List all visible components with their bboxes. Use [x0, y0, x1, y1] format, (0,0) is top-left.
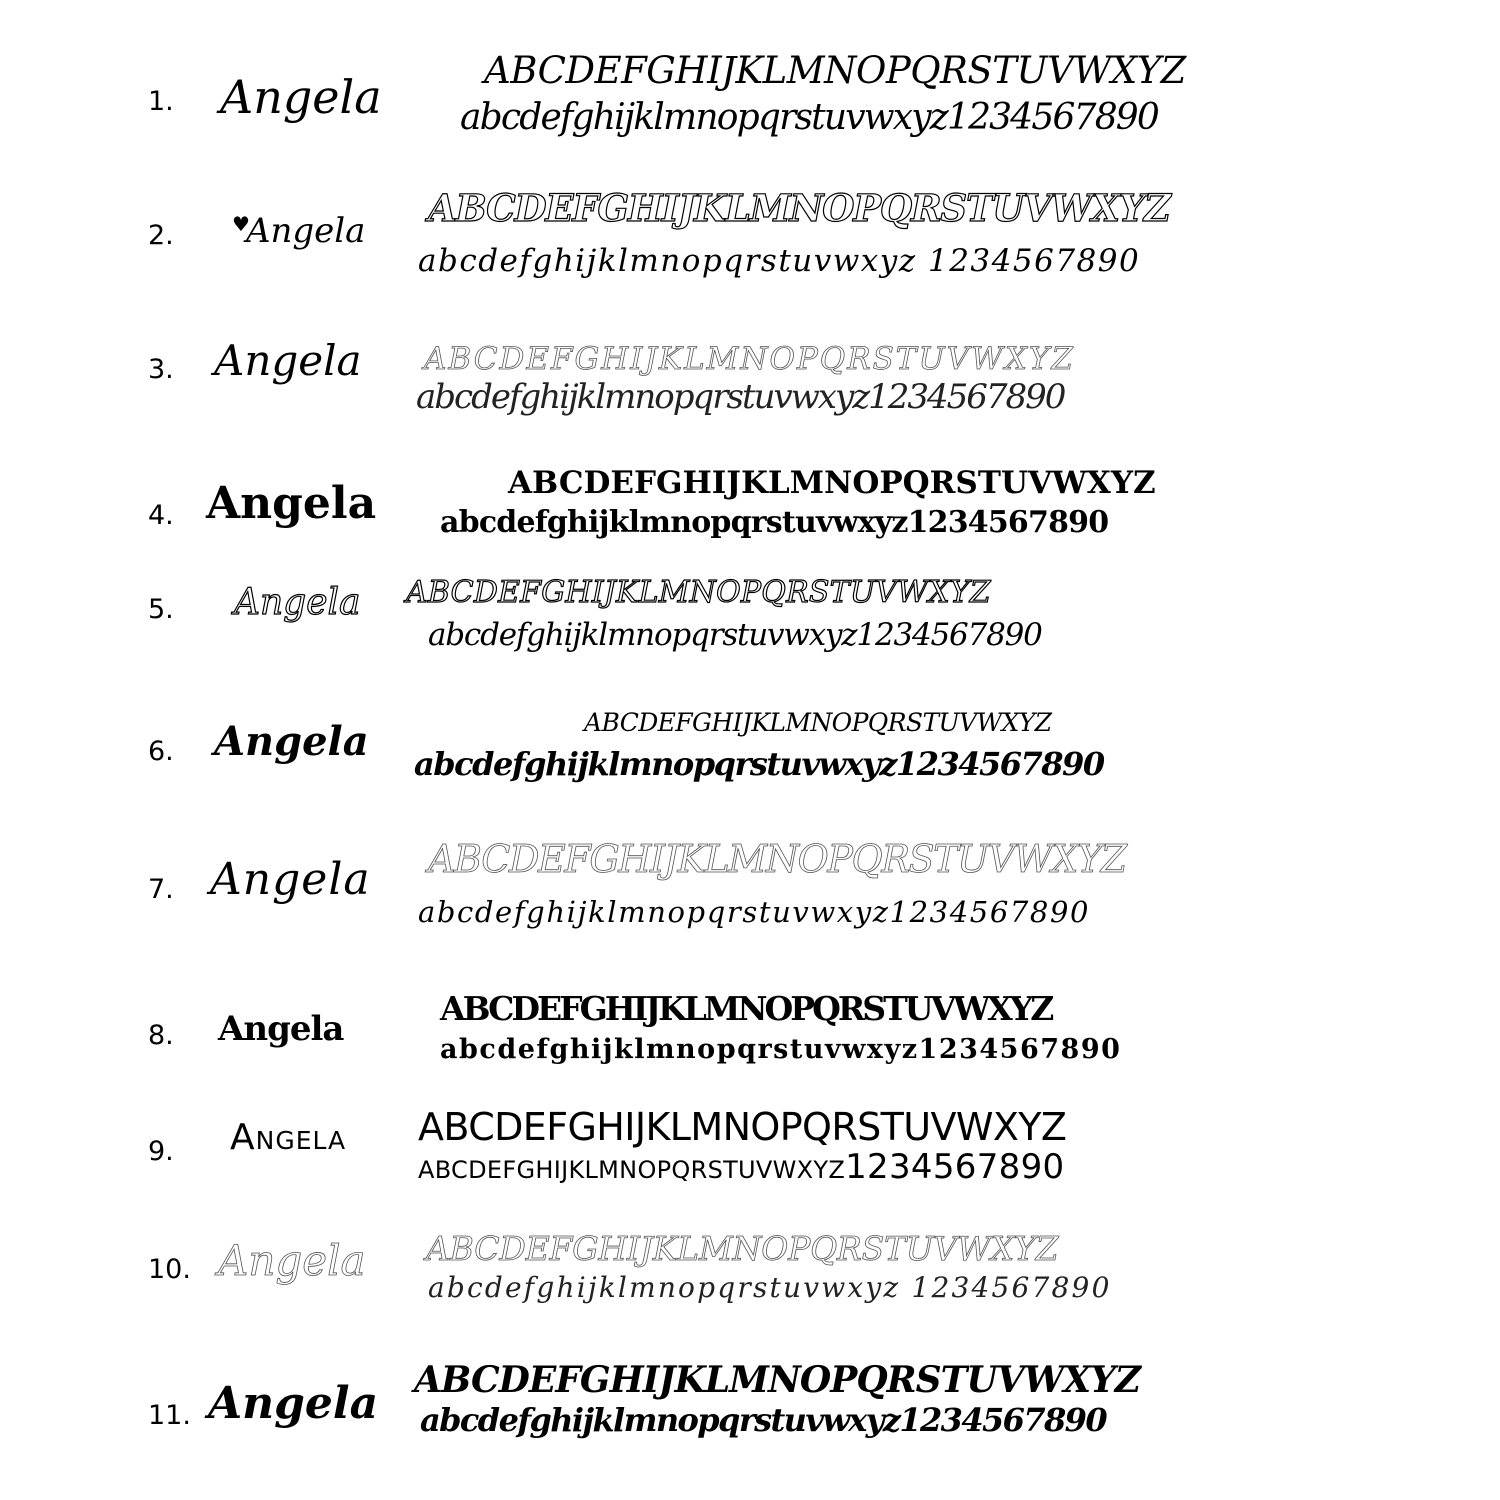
font-sample: Angela [206, 478, 377, 529]
font-sample: Angela [234, 582, 361, 623]
lowercase-alphabet: abcdefghijklmnopqrstuvwxyz1234567890 [414, 745, 1104, 783]
lowercase-alphabet: abcdefghijklmnopqrstuvwxyz 1234567890 [418, 243, 1141, 279]
font-number: 3. [148, 354, 174, 385]
lowercase-alphabet: abcdefghijklmnopqrstuvwxyz1234567890 [440, 1034, 1122, 1065]
uppercase-alphabet: ABCDEFGHIJKLMNOPQRSTUVWXYZ [508, 465, 1156, 501]
lowercase-alphabet: abcdefghijklmnopqrstuvwxyz1234567890 [416, 377, 1065, 417]
uppercase-alphabet: ABCDEFGHIJKLMNOPQRSTUVWXYZ [484, 49, 1186, 92]
uppercase-alphabet: ABCDEFGHIJKLMNOPQRSTUVWXYZ [428, 186, 1170, 230]
font-sample: Angela [218, 1009, 344, 1049]
font-number: 10. [148, 1254, 191, 1285]
uppercase-alphabet: ABCDEFGHIJKLMNOPQRSTUVWXYZ [428, 837, 1126, 881]
font-sample: Angela [214, 336, 362, 385]
font-sample: Angela [208, 1378, 379, 1429]
font-number: 5. [148, 594, 174, 625]
lowercase-alphabet: abcdefghijklmnopqrstuvwxyz1234567890 [418, 895, 1091, 929]
uppercase-alphabet: ABCDEFGHIJKLMNOPQRSTUVWXYZ [584, 708, 1052, 737]
font-number: 1. [148, 86, 174, 117]
font-number: 6. [148, 736, 174, 767]
font-sample: Angela [230, 1117, 347, 1158]
uppercase-alphabet: ABCDEFGHIJKLMNOPQRSTUVWXYZ [406, 575, 991, 610]
font-number: 7. [148, 874, 174, 905]
lowercase-alphabet: abcdefghijklmnopqrstuvwxyz1234567890 [428, 617, 1042, 653]
lowercase-alphabet: abcdefghijklmnopqrstuvwxyz1234567890 [418, 1147, 1065, 1187]
font-number: 11. [148, 1400, 191, 1431]
font-number: 2. [148, 220, 174, 251]
heart-icon: ♥ [232, 212, 250, 236]
uppercase-alphabet: ABCDEFGHIJKLMNOPQRSTUVWXYZ [440, 989, 1052, 1028]
font-number: 4. [148, 500, 174, 531]
lowercase-alphabet: abcdefghijklmnopqrstuvwxyz 1234567890 [428, 1271, 1112, 1304]
font-number: 8. [148, 1020, 174, 1051]
font-sample: Angela [220, 70, 382, 124]
lowercase-alphabet: abcdefghijklmnopqrstuvwxyz1234567890 [460, 97, 1159, 138]
uppercase-alphabet: ABCDEFGHIJKLMNOPQRSTUVWXYZ [418, 1105, 1067, 1149]
lowercase-alphabet: abcdefghijklmnopqrstuvwxyz1234567890 [420, 1401, 1106, 1439]
font-number: 9. [148, 1136, 174, 1167]
font-sample [232, 211, 366, 251]
uppercase-alphabet: ABCDEFGHIJKLMNOPQRSTUVWXYZ [424, 341, 1075, 377]
uppercase-alphabet: ABCDEFGHIJKLMNOPQRSTUVWXYZ [414, 1359, 1141, 1401]
font-sample-text: Angela [245, 211, 366, 251]
font-sample: Angela [214, 718, 369, 765]
lowercase-alphabet: abcdefghijklmnopqrstuvwxyz1234567890 [440, 505, 1109, 540]
uppercase-alphabet: ABCDEFGHIJKLMNOPQRSTUVWXYZ [426, 1229, 1059, 1268]
font-sample: Angela [210, 854, 371, 905]
font-sample: Angela [218, 1236, 366, 1285]
